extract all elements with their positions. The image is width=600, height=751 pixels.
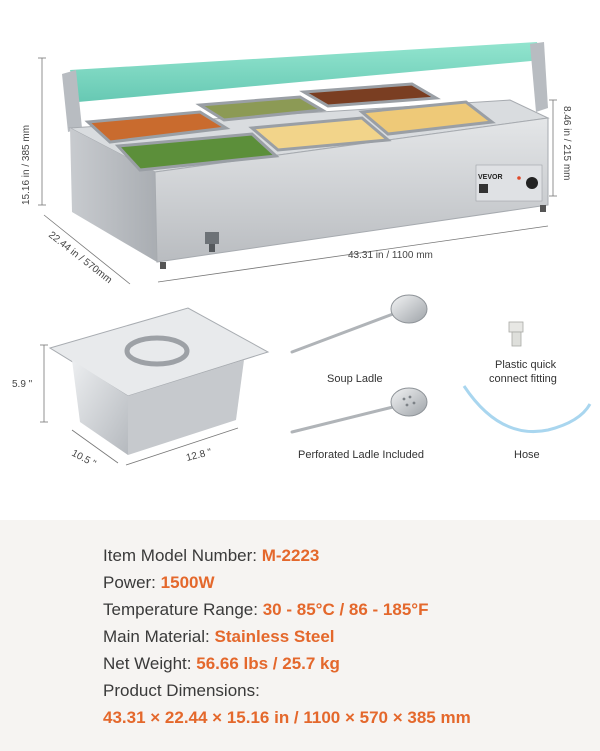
spec-model bbox=[103, 546, 319, 566]
hose-icon bbox=[464, 386, 590, 432]
soup-ladle-label: Soup Ladle bbox=[327, 373, 383, 385]
foot-left bbox=[160, 262, 166, 269]
spec-temperature bbox=[103, 600, 428, 620]
foot-right bbox=[540, 205, 546, 212]
pan-meat bbox=[304, 84, 436, 106]
steam-pan bbox=[50, 308, 268, 455]
spec-weight bbox=[103, 654, 340, 674]
width-dimension: 43.31 in / 1100 mm bbox=[348, 250, 433, 261]
depth-dimension: 22.44 in / 570mm bbox=[46, 229, 114, 286]
hose-label: Hose bbox=[514, 449, 540, 461]
spec-power-value: 1500W bbox=[160, 573, 215, 592]
perforated-ladle-icon bbox=[292, 388, 427, 432]
spec-weight-label: Net Weight: bbox=[103, 654, 192, 673]
spec-dims-label: Product Dimensions: bbox=[103, 681, 260, 700]
pan-width-label: 12.8 " bbox=[185, 446, 213, 464]
brand-label: VEVOR bbox=[478, 174, 503, 181]
spec-temp-value: 30 - 85°C / 86 - 185°F bbox=[262, 600, 429, 619]
spec-weight-value: 56.66 lbs / 25.7 kg bbox=[196, 654, 340, 673]
food-warmer bbox=[62, 42, 548, 269]
spec-panel bbox=[0, 520, 600, 751]
spec-material-label: Main Material: bbox=[103, 627, 210, 646]
power-light-icon bbox=[517, 176, 521, 180]
spec-dimensions-label bbox=[103, 681, 260, 701]
pan-height-label: 5.9 " bbox=[12, 379, 33, 390]
spec-model-label: Item Model Number: bbox=[103, 546, 257, 565]
spec-dimensions-value bbox=[103, 708, 471, 728]
fitting-label-line1: Plastic quick bbox=[495, 359, 557, 371]
guard-frame-right bbox=[530, 42, 548, 112]
temperature-knob[interactable] bbox=[526, 177, 538, 189]
height-dimension: 15.16 in / 385 mm bbox=[21, 124, 32, 205]
spec-model-value: M-2223 bbox=[261, 546, 320, 565]
spec-temp-label: Temperature Range: bbox=[103, 600, 258, 619]
spec-power bbox=[103, 573, 215, 593]
spec-material bbox=[103, 627, 335, 647]
spec-dims-value: 43.31 × 22.44 × 15.16 in / 1100 × 570 × 385 mm bbox=[103, 708, 471, 727]
fitting-label-line2: connect fitting bbox=[489, 373, 557, 385]
spec-material-value: Stainless Steel bbox=[214, 627, 335, 646]
pan-height-dimension: 8.46 in / 215 mm bbox=[561, 106, 572, 181]
qr-code-icon bbox=[479, 184, 488, 193]
pan-depth-label: 10.5 " bbox=[69, 447, 98, 470]
spec-power-label: Power: bbox=[103, 573, 156, 592]
soup-ladle-icon bbox=[292, 295, 427, 352]
perforated-ladle-label: Perforated Ladle Included bbox=[298, 449, 424, 461]
quick-connect-fitting-icon bbox=[509, 322, 523, 346]
